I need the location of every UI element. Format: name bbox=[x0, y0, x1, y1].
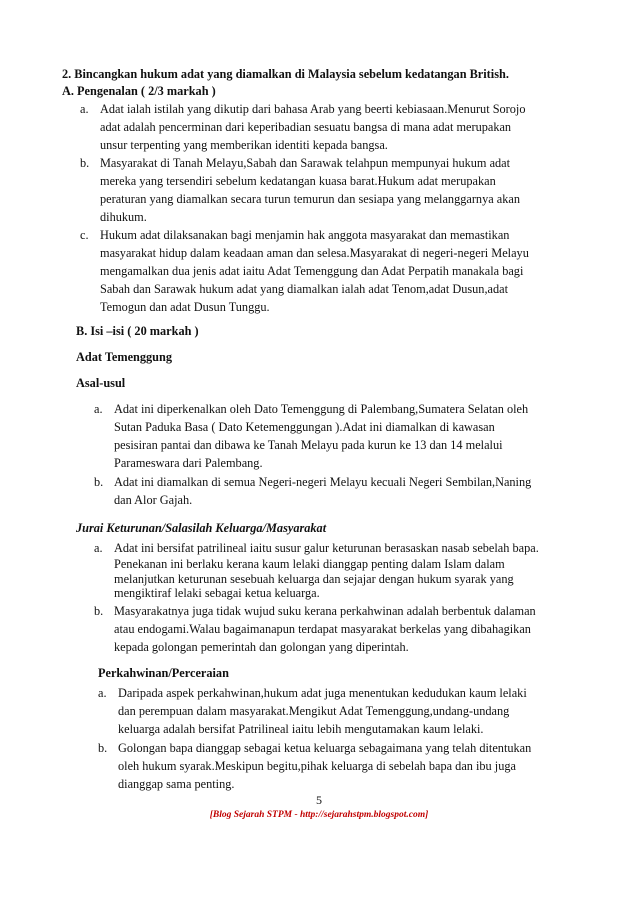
list-item bbox=[94, 539, 582, 601]
list-item bbox=[94, 400, 582, 472]
paragraph-line: dan Alor Gajah. bbox=[114, 493, 193, 507]
paragraph-line: Masyarakat di Tanah Melayu,Sabah dan Sarawak telahpun mempunyai hukum adat bbox=[100, 156, 511, 170]
paragraph-line: dan perempuan dalam masyarakat.Mengikut Adat Temenggung,undang-undang bbox=[118, 703, 510, 718]
jurai-heading: Jurai Keturunan/Salasilah Keluarga/Masyarakat bbox=[76, 521, 327, 535]
list-item bbox=[98, 739, 582, 793]
page-number: 5 bbox=[316, 793, 322, 807]
paragraph-line: atau endogami.Walau bagaimanapun terdapat masyarakat berkelas yang dibahagikan bbox=[114, 621, 531, 636]
paragraph-line: oleh hukum syarak.Meskipun begitu,pihak keluarga di sebelah bapa dan ibu juga bbox=[118, 758, 516, 773]
paragraph-line: Golongan bapa dianggap sebagai ketua keluarga sebagaimana yang telah ditentukan bbox=[118, 740, 532, 755]
paragraph-line: pesisiran pantai dan dibawa ke Tanah Melayu pada kurun ke 13 dan 14 melalui bbox=[114, 438, 503, 452]
paragraph-line: melanjutkan keturunan sesebuah keluarga dan sejajar dengan hukum syarak yang bbox=[114, 571, 514, 586]
list-item bbox=[80, 100, 582, 154]
perkahwinan-list bbox=[98, 684, 582, 793]
paragraph-line: peraturan yang diamalkan secara turun temurun dan sesiapa yang melanggarnya akan bbox=[100, 192, 520, 206]
list-marker: a. bbox=[80, 102, 89, 116]
subsection-heading: Adat Temenggung bbox=[76, 350, 173, 364]
paragraph-line: Adat ini diamalkan di semua Negeri-negeri Melayu kecuali Negeri Sembilan,Naning bbox=[114, 475, 532, 489]
list-marker: a. bbox=[94, 541, 103, 555]
paragraph-line: Parameswara dari Palembang. bbox=[114, 456, 263, 470]
paragraph-line: masyarakat hidup dalam keadaan aman dan selesa.Masyarakat di negeri-negeri Melayu bbox=[100, 246, 529, 260]
list-marker: b. bbox=[94, 603, 104, 618]
section-a-heading: A. Pengenalan ( 2/3 markah ) bbox=[62, 84, 216, 98]
paragraph-line: keluarga adalah bersifat Patrilineal iaitu lebih mengutamakan kaum lelaki. bbox=[118, 721, 484, 736]
paragraph-line: Daripada aspek perkahwinan,hukum adat juga menentukan kedudukan kaum lelaki bbox=[118, 685, 527, 700]
perkahwinan-heading: Perkahwinan/Perceraian bbox=[98, 665, 229, 680]
paragraph-line: adat adalah pencerminan dari keperibadian sesuatu bangsa di mana adat merupakan bbox=[100, 120, 512, 134]
section-a-list bbox=[62, 100, 582, 316]
list-item bbox=[80, 226, 582, 316]
list-marker: b. bbox=[80, 156, 90, 170]
document-page bbox=[62, 66, 582, 794]
paragraph-line: mengamalkan dua jenis adat iaitu Adat Temenggung dan Adat Perpatih manakala bagi bbox=[100, 264, 524, 278]
paragraph-line: Adat ini diperkenalkan oleh Dato Temenggung di Palembang,Sumatera Selatan oleh bbox=[114, 402, 529, 416]
list-marker: a. bbox=[94, 402, 103, 416]
section-b bbox=[62, 322, 582, 793]
asal-usul-list bbox=[76, 400, 582, 509]
section-b-heading: B. Isi –isi ( 20 markah ) bbox=[76, 324, 199, 338]
paragraph-line: Masyarakatnya juga tidak wujud suku kerana perkahwinan adalah berbentuk dalaman bbox=[114, 603, 536, 618]
list-marker: a. bbox=[98, 685, 107, 700]
paragraph-line: Temogun dan adat Dusun Tunggu. bbox=[100, 300, 270, 314]
paragraph-line: dihukum. bbox=[100, 210, 147, 224]
question-heading: 2. Bincangkan hukum adat yang diamalkan di Malaysia sebelum kedatangan British. bbox=[62, 67, 509, 81]
list-marker: c. bbox=[80, 228, 89, 242]
paragraph-line: kepada golongan pemerintah dan golongan yang diperintah. bbox=[114, 639, 409, 654]
paragraph-line: Penekanan ini berlaku kerana kaum lelaki dianggap penting dalam Islam dalam bbox=[114, 557, 505, 571]
list-item bbox=[94, 602, 582, 656]
asal-usul-heading: Asal-usul bbox=[76, 376, 126, 390]
paragraph-line: Adat ini bersifat patrilineal iaitu susur galur keturunan berasaskan nasab sebelah bapa. bbox=[114, 541, 539, 555]
paragraph-line: Sabah dan Sarawak hukum adat yang diamalkan ialah adat Tenom,adat Dusun,adat bbox=[100, 282, 508, 296]
list-item bbox=[94, 473, 582, 509]
paragraph-line: unsur terpenting yang memberikan identiti kepada bangsa. bbox=[100, 138, 388, 152]
paragraph-line: Sutan Paduka Basa ( Dato Ketemenggungan ).Adat ini diamalkan di kawasan bbox=[114, 420, 495, 434]
paragraph-line: Hukum adat dilaksanakan bagi menjamin hak anggota masyarakat dan memastikan bbox=[100, 228, 510, 242]
jurai-list bbox=[76, 539, 582, 656]
list-item bbox=[80, 154, 582, 226]
paragraph-line: mengiktiraf lelaki sebagai ketua keluarga. bbox=[114, 586, 320, 600]
paragraph-line: Adat ialah istilah yang dikutip dari bahasa Arab yang beerti kebiasaan.Menurut Sorojo bbox=[100, 102, 526, 116]
paragraph-line: dianggap sama penting. bbox=[118, 776, 235, 791]
footer-blog-link[interactable]: [Blog Sejarah STPM - http://sejarahstpm.blogspot.com] bbox=[209, 810, 429, 820]
perkahwinan-block bbox=[76, 664, 582, 793]
list-marker: b. bbox=[94, 475, 104, 489]
paragraph-line: mereka yang tersendiri sebelum kedatangan kuasa barat.Hukum adat merupakan bbox=[100, 174, 496, 188]
list-marker: b. bbox=[98, 740, 108, 755]
list-item bbox=[98, 684, 582, 738]
